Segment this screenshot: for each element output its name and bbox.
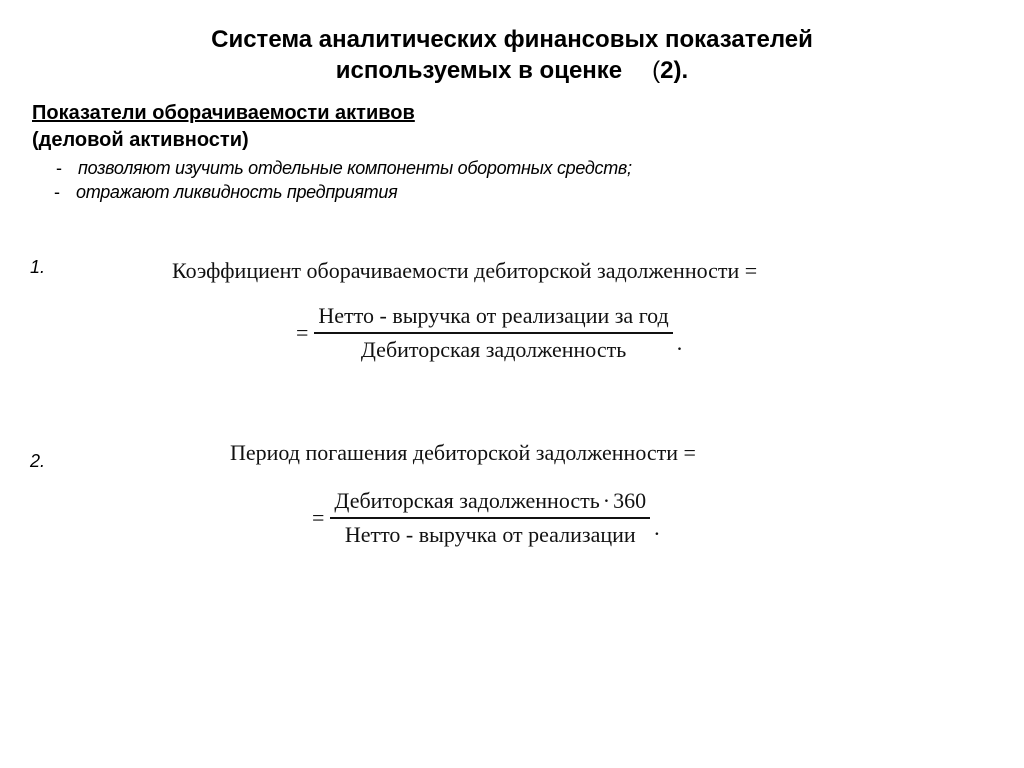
formula-1-denominator: Дебиторская задолженность — [360, 336, 627, 362]
section-heading — [32, 100, 415, 154]
bullet-dash: - — [56, 158, 62, 178]
title-number: 2 — [660, 57, 674, 84]
formula-1-head: Коэффициент оборачиваемости дебиторской задолженности = — [172, 258, 758, 283]
formula-2-numerator-text: Дебиторская задолженность — [334, 488, 600, 513]
formula-1-number: 1. — [30, 257, 46, 277]
formula-2-end: . — [654, 514, 660, 540]
section-heading-line-1: Показатели оборачиваемости активов — [32, 102, 415, 124]
formula-2-numerator-value: 360 — [613, 488, 647, 513]
formula-1-numerator: Нетто - выручка от реализации за год — [318, 303, 669, 328]
bullet-dash: - — [54, 182, 60, 202]
formula-2-multiply-dot: · — [602, 488, 611, 513]
bullet-text: позволяют изучить отдельные компоненты оборотных средств; — [78, 158, 632, 178]
formula-2-fraction-row — [312, 487, 660, 549]
formula-1-fraction-row — [296, 302, 682, 364]
section-heading-line-2: (деловой активности) — [32, 129, 249, 151]
slide-title — [0, 24, 1024, 86]
formula-1-fraction — [314, 302, 672, 364]
formula-2-head: Период погашения дебиторской задолженности = — [230, 440, 696, 465]
formula-1-end: . — [676, 329, 683, 355]
bullet-text: отражают ликвидность предприятия — [76, 182, 398, 202]
formula-2-equals: = — [312, 504, 325, 530]
bullet-list — [54, 156, 632, 204]
title-close: ). — [673, 57, 689, 84]
formula-1-equals: = — [296, 319, 309, 345]
formula-2-denominator: Нетто - выручка от реализации — [344, 521, 636, 547]
formula-2-numerator — [330, 487, 650, 517]
formula-2-fraction — [330, 487, 650, 549]
title-open-paren: ( — [652, 57, 661, 84]
title-line-1: Система аналитических финансовых показателей — [211, 26, 813, 53]
bullet-item — [54, 156, 632, 180]
formula-2-number: 2. — [30, 451, 46, 471]
title-line-2 — [0, 55, 1024, 86]
title-line-2-text: используемых в оценке — [335, 57, 623, 84]
bullet-item — [54, 180, 632, 204]
